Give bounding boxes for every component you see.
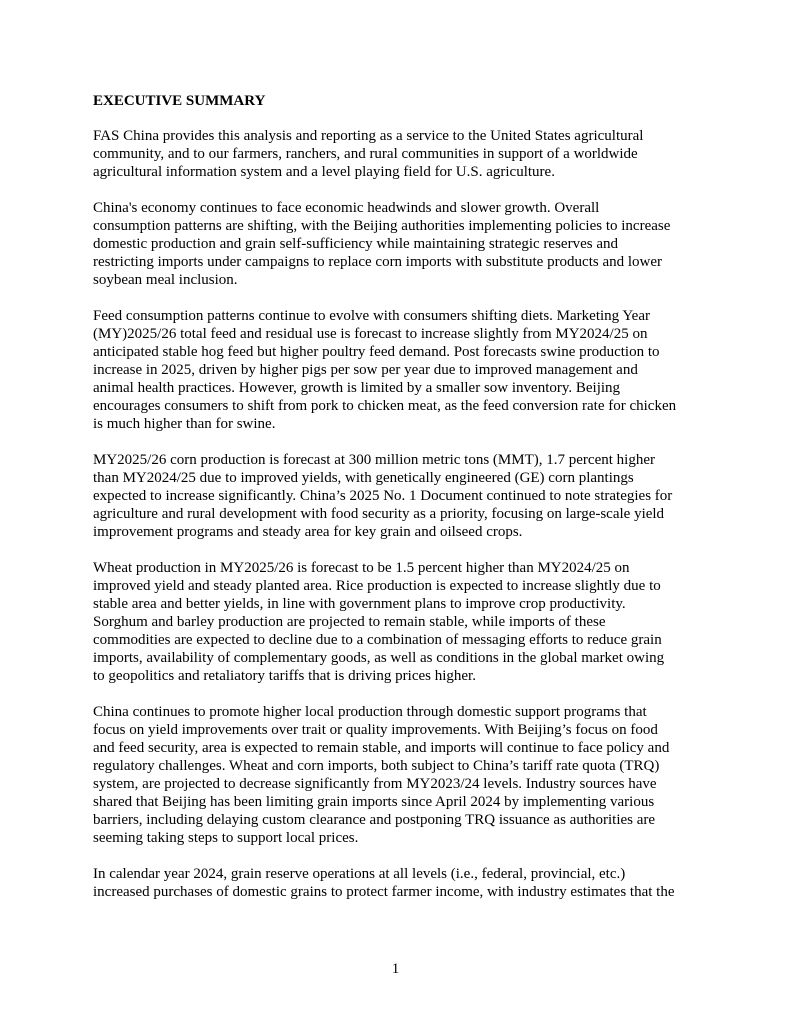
document-page xyxy=(93,92,703,919)
text-line: domestic production and grain self-sufficiency while maintaining strategic reserves and xyxy=(93,236,618,252)
text-line: and feed security, area is expected to remain stable, and imports will continue to face policy and xyxy=(93,740,670,756)
text-line: soybean meal inclusion. xyxy=(93,272,238,288)
text-line: restricting imports under campaigns to replace corn imports with substitute products and lower xyxy=(93,254,663,270)
text-line: improvement programs and steady area for key grain and oilseed crops. xyxy=(93,524,523,540)
text-line: China continues to promote higher local production through domestic support programs that xyxy=(93,704,647,720)
text-line: China's economy continues to face economic headwinds and slower growth. Overall xyxy=(93,200,600,216)
text-line: expected to increase significantly. China’s 2025 No. 1 Document continued to note strategies for xyxy=(93,488,673,504)
text-line: commodities are expected to decline due to a combination of messaging efforts to reduce grain xyxy=(93,632,662,648)
paragraph xyxy=(93,865,703,901)
text-line: imports, availability of complementary goods, as well as conditions in the global market owing xyxy=(93,650,665,666)
page-number: 1 xyxy=(391,961,400,977)
text-line: FAS China provides this analysis and reporting as a service to the United States agricultural xyxy=(93,128,644,144)
text-line: increased purchases of domestic grains to protect farmer income, with industry estimates that the xyxy=(93,884,675,900)
text-line: MY2025/26 corn production is forecast at 300 million metric tons (MMT), 1.7 percent higher xyxy=(93,452,655,468)
paragraph xyxy=(93,127,703,181)
text-line: consumption patterns are shifting, with the Beijing authorities implementing policies to increase xyxy=(93,218,671,234)
text-line: barriers, including delaying custom clearance and postponing TRQ issuance as authorities are xyxy=(93,812,656,828)
text-line: anticipated stable hog feed but higher poultry feed demand. Post forecasts swine production to xyxy=(93,344,660,360)
paragraph xyxy=(93,451,703,541)
text-line: In calendar year 2024, grain reserve operations at all levels (i.e., federal, provincial, etc.) xyxy=(93,866,626,882)
text-line: Sorghum and barley production are projected to remain stable, while imports of these xyxy=(93,614,606,630)
paragraph xyxy=(93,307,703,433)
text-line: animal health practices. However, growth is limited by a smaller sow inventory. Beijing xyxy=(93,380,621,396)
body-text xyxy=(93,127,703,901)
text-line: agricultural information system and a level playing field for U.S. agriculture. xyxy=(93,164,555,180)
section-heading: EXECUTIVE SUMMARY xyxy=(93,93,266,109)
text-line: improved yield and steady planted area. Rice production is expected to increase slightly due to xyxy=(93,578,661,594)
paragraph xyxy=(93,559,703,685)
paragraph xyxy=(93,703,703,847)
text-line: focus on yield improvements over trait or quality improvements. With Beijing’s focus on food xyxy=(93,722,658,738)
text-line: to geopolitics and retaliatory tariffs that is driving prices higher. xyxy=(93,668,476,684)
text-line: encourages consumers to shift from pork to chicken meat, as the feed conversion rate for chicken xyxy=(93,398,677,414)
text-line: seeming taking steps to support local prices. xyxy=(93,830,359,846)
text-line: regulatory challenges. Wheat and corn imports, both subject to China’s tariff rate quota (TRQ) xyxy=(93,758,660,774)
text-line: Feed consumption patterns continue to evolve with consumers shifting diets. Marketing Year xyxy=(93,308,650,324)
text-line: is much higher than for swine. xyxy=(93,416,276,432)
text-line: agriculture and rural development with food security as a priority, focusing on large-scale yield xyxy=(93,506,665,522)
text-line: than MY2024/25 due to improved yields, with genetically engineered (GE) corn plantings xyxy=(93,470,634,486)
text-line: stable area and better yields, in line with government plans to improve crop productivity. xyxy=(93,596,626,612)
text-line: shared that Beijing has been limiting grain imports since April 2024 by implementing various xyxy=(93,794,655,810)
text-line: system, are projected to decrease significantly from MY2023/24 levels. Industry sources have xyxy=(93,776,657,792)
paragraph xyxy=(93,199,703,289)
text-line: (MY)2025/26 total feed and residual use is forecast to increase slightly from MY2024/25 on xyxy=(93,326,648,342)
text-line: Wheat production in MY2025/26 is forecast to be 1.5 percent higher than MY2024/25 on xyxy=(93,560,630,576)
text-line: increase in 2025, driven by higher pigs per sow per year due to improved management and xyxy=(93,362,638,378)
text-line: community, and to our farmers, ranchers, and rural communities in support of a worldwide xyxy=(93,146,638,162)
